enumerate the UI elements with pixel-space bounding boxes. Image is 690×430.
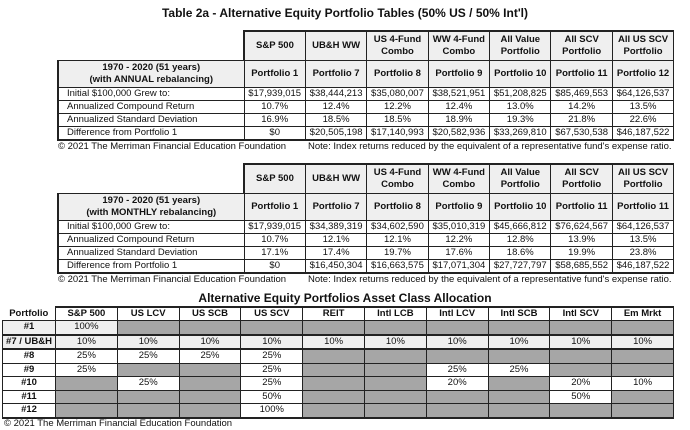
value-cell: $17,939,015 bbox=[244, 221, 305, 234]
allocation-cell bbox=[364, 363, 426, 377]
value-cell: $64,126,537 bbox=[612, 221, 673, 234]
column-header: WW 4-Fund Combo bbox=[428, 164, 489, 194]
value-cell: 19.7% bbox=[367, 247, 428, 260]
allocation-cell bbox=[550, 404, 612, 418]
allocation-cell: 50% bbox=[241, 390, 303, 404]
value-cell: 12.1% bbox=[367, 234, 428, 247]
allocation-cell bbox=[364, 321, 426, 335]
allocation-cell bbox=[612, 363, 674, 377]
allocation-row bbox=[3, 335, 674, 350]
allocation-cell bbox=[179, 404, 241, 418]
period-label bbox=[58, 61, 244, 88]
allocation-cell: 10% bbox=[612, 335, 674, 350]
allocation-cell bbox=[117, 390, 179, 404]
allocation-row bbox=[3, 349, 674, 363]
column-header: All SCV Portfolio bbox=[551, 31, 612, 61]
row-label: Initial $100,000 Grew to: bbox=[58, 88, 244, 101]
allocation-cell bbox=[612, 349, 674, 363]
table-row bbox=[58, 114, 674, 127]
blank-cell bbox=[58, 31, 244, 61]
allocation-cell bbox=[364, 390, 426, 404]
value-cell: $46,187,522 bbox=[612, 260, 673, 274]
column-header: Portfolio bbox=[3, 307, 56, 321]
allocation-cell bbox=[488, 377, 550, 391]
allocation-cell: 25% bbox=[117, 349, 179, 363]
allocation-table bbox=[2, 306, 674, 419]
table-row bbox=[58, 260, 674, 274]
portfolio-label: Portfolio 7 bbox=[305, 194, 366, 221]
value-cell: $35,010,319 bbox=[428, 221, 489, 234]
value-cell: 19.3% bbox=[490, 114, 551, 127]
allocation-cell bbox=[612, 390, 674, 404]
table-row bbox=[58, 127, 674, 141]
value-cell: 18.5% bbox=[367, 114, 428, 127]
blank-cell bbox=[58, 164, 244, 194]
value-cell: 13.9% bbox=[551, 234, 612, 247]
header-row bbox=[3, 307, 674, 321]
rebalancing: (with MONTHLY rebalancing) bbox=[86, 207, 217, 218]
value-cell: 12.4% bbox=[428, 101, 489, 114]
value-cell: $76,624,567 bbox=[551, 221, 612, 234]
portfolio-label: Portfolio 11 bbox=[551, 61, 612, 88]
value-cell: 12.4% bbox=[305, 101, 366, 114]
column-header: US 4-Fund Combo bbox=[367, 31, 428, 61]
allocation-cell bbox=[364, 377, 426, 391]
table-row bbox=[58, 234, 674, 247]
value-cell: 13.0% bbox=[490, 101, 551, 114]
column-header: UB&H WW bbox=[305, 164, 366, 194]
expense-note: Note: Index returns reduced by the equivalent of a representative fund's expense ratio. bbox=[308, 274, 672, 285]
value-cell: 13.5% bbox=[612, 234, 673, 247]
value-cell: 12.8% bbox=[490, 234, 551, 247]
allocation-cell: 100% bbox=[56, 321, 118, 335]
copyright: © 2021 The Merriman Financial Education Foundation bbox=[58, 274, 287, 285]
column-header: All SCV Portfolio bbox=[551, 164, 612, 194]
value-cell: 22.6% bbox=[612, 114, 673, 127]
annual-rebalancing-table bbox=[57, 30, 674, 141]
portfolio-label: Portfolio 10 bbox=[490, 61, 551, 88]
allocation-cell bbox=[179, 363, 241, 377]
allocation-cell: 20% bbox=[426, 377, 488, 391]
allocation-cell bbox=[179, 321, 241, 335]
allocation-cell: 25% bbox=[241, 349, 303, 363]
column-header: Intl SCB bbox=[488, 307, 550, 321]
column-header: Intl SCV bbox=[550, 307, 612, 321]
portfolio-row bbox=[58, 61, 674, 88]
value-cell: 21.8% bbox=[551, 114, 612, 127]
row-label: #12 bbox=[3, 404, 56, 418]
value-cell: $16,450,304 bbox=[305, 260, 366, 274]
allocation-cell: 10% bbox=[364, 335, 426, 350]
allocation-cell bbox=[426, 349, 488, 363]
portfolio-label: Portfolio 8 bbox=[367, 194, 428, 221]
portfolio-label: Portfolio 9 bbox=[428, 61, 489, 88]
value-cell: $64,126,537 bbox=[612, 88, 673, 101]
value-cell: 17.4% bbox=[305, 247, 366, 260]
table-row bbox=[58, 247, 674, 260]
allocation-cell bbox=[550, 321, 612, 335]
allocation-cell bbox=[612, 404, 674, 418]
row-label: #1 bbox=[3, 321, 56, 335]
column-header: Intl LCV bbox=[426, 307, 488, 321]
allocation-cell bbox=[426, 404, 488, 418]
row-label: #10 bbox=[3, 377, 56, 391]
column-header: All US SCV Portfolio bbox=[612, 31, 673, 61]
allocation-cell bbox=[426, 390, 488, 404]
allocation-cell bbox=[303, 404, 365, 418]
value-cell: $16,663,575 bbox=[367, 260, 428, 274]
allocation-cell: 25% bbox=[56, 363, 118, 377]
column-header: US LCV bbox=[117, 307, 179, 321]
header-row bbox=[58, 164, 674, 194]
value-cell: $46,187,522 bbox=[612, 127, 673, 141]
table-row bbox=[58, 101, 674, 114]
allocation-cell: 25% bbox=[241, 363, 303, 377]
value-cell: $34,389,319 bbox=[305, 221, 366, 234]
value-cell: $58,685,552 bbox=[551, 260, 612, 274]
expense-note: Note: Index returns reduced by the equivalent of a representative fund's expense ratio. bbox=[308, 141, 672, 152]
column-header: UB&H WW bbox=[305, 31, 366, 61]
value-cell: $20,582,936 bbox=[428, 127, 489, 141]
header-row bbox=[58, 31, 674, 61]
allocation-cell: 10% bbox=[179, 335, 241, 350]
allocation-cell: 25% bbox=[426, 363, 488, 377]
value-cell: 14.2% bbox=[551, 101, 612, 114]
allocation-cell bbox=[488, 404, 550, 418]
value-cell: $17,140,993 bbox=[367, 127, 428, 141]
value-cell: $27,727,797 bbox=[490, 260, 551, 274]
value-cell: $33,269,810 bbox=[490, 127, 551, 141]
copyright: © 2021 The Merriman Financial Education Foundation bbox=[58, 141, 287, 152]
allocation-cell: 10% bbox=[550, 335, 612, 350]
value-cell: $51,208,825 bbox=[490, 88, 551, 101]
value-cell: 17.6% bbox=[428, 247, 489, 260]
allocation-cell bbox=[303, 349, 365, 363]
value-cell: $35,080,007 bbox=[367, 88, 428, 101]
allocation-cell bbox=[488, 321, 550, 335]
portfolio-label: Portfolio 11 bbox=[612, 194, 673, 221]
allocation-cell: 10% bbox=[117, 335, 179, 350]
allocation-cell bbox=[364, 349, 426, 363]
allocation-cell: 25% bbox=[117, 377, 179, 391]
allocation-cell: 25% bbox=[56, 349, 118, 363]
table-row bbox=[58, 88, 674, 101]
row-label: Initial $100,000 Grew to: bbox=[58, 221, 244, 234]
allocation-cell bbox=[550, 363, 612, 377]
value-cell: 10.7% bbox=[244, 234, 305, 247]
allocation-cell: 10% bbox=[303, 335, 365, 350]
value-cell: 12.2% bbox=[367, 101, 428, 114]
portfolio-label: Portfolio 11 bbox=[551, 194, 612, 221]
table-row bbox=[58, 221, 674, 234]
value-cell: $67,530,538 bbox=[551, 127, 612, 141]
value-cell: $38,521,951 bbox=[428, 88, 489, 101]
allocation-cell bbox=[117, 321, 179, 335]
allocation-cell bbox=[241, 321, 303, 335]
value-cell: $34,602,590 bbox=[367, 221, 428, 234]
value-cell: $20,505,198 bbox=[305, 127, 366, 141]
allocation-cell bbox=[488, 390, 550, 404]
row-label: Difference from Portfolio 1 bbox=[58, 127, 244, 141]
value-cell: 18.6% bbox=[490, 247, 551, 260]
copyright: © 2021 The Merriman Financial Education Foundation bbox=[4, 418, 233, 429]
row-label: Annualized Compound Return bbox=[58, 234, 244, 247]
value-cell: 17.1% bbox=[244, 247, 305, 260]
row-label: Annualized Standard Deviation bbox=[58, 247, 244, 260]
period: 1970 - 2020 (51 years) bbox=[102, 62, 201, 73]
value-cell: 23.8% bbox=[612, 247, 673, 260]
period-label bbox=[58, 194, 244, 221]
allocation-cell: 50% bbox=[550, 390, 612, 404]
allocation-cell bbox=[56, 390, 118, 404]
period: 1970 - 2020 (51 years) bbox=[102, 195, 201, 206]
allocation-cell bbox=[117, 404, 179, 418]
allocation-cell: 10% bbox=[612, 377, 674, 391]
column-header: S&P 500 bbox=[244, 31, 305, 61]
column-header: All Value Portfolio bbox=[490, 31, 551, 61]
allocation-row bbox=[3, 390, 674, 404]
allocation-row bbox=[3, 321, 674, 335]
allocation-cell: 10% bbox=[488, 335, 550, 350]
rebalancing: (with ANNUAL rebalancing) bbox=[89, 74, 213, 85]
allocation-cell bbox=[550, 349, 612, 363]
allocation-cell bbox=[303, 390, 365, 404]
portfolio-label: Portfolio 7 bbox=[305, 61, 366, 88]
value-cell: 10.7% bbox=[244, 101, 305, 114]
column-header: Em Mrkt bbox=[612, 307, 674, 321]
portfolio-label: Portfolio 12 bbox=[612, 61, 673, 88]
value-cell: $0 bbox=[244, 127, 305, 141]
value-cell: $38,444,213 bbox=[305, 88, 366, 101]
column-header: S&P 500 bbox=[56, 307, 118, 321]
portfolio-label: Portfolio 8 bbox=[367, 61, 428, 88]
allocation-cell bbox=[303, 321, 365, 335]
column-header: Intl LCB bbox=[364, 307, 426, 321]
value-cell: $17,939,015 bbox=[244, 88, 305, 101]
allocation-cell bbox=[303, 363, 365, 377]
portfolio-label: Portfolio 1 bbox=[244, 194, 305, 221]
allocation-title: Alternative Equity Portfolios Asset Class Allocation bbox=[198, 291, 492, 305]
monthly-rebalancing-table bbox=[57, 163, 674, 274]
allocation-cell: 10% bbox=[56, 335, 118, 350]
allocation-cell bbox=[426, 321, 488, 335]
column-header: WW 4-Fund Combo bbox=[428, 31, 489, 61]
allocation-cell bbox=[117, 363, 179, 377]
column-header: REIT bbox=[303, 307, 365, 321]
column-header: US SCB bbox=[179, 307, 241, 321]
allocation-row bbox=[3, 377, 674, 391]
allocation-cell: 25% bbox=[488, 363, 550, 377]
value-cell: 12.1% bbox=[305, 234, 366, 247]
row-label: #9 bbox=[3, 363, 56, 377]
portfolio-label: Portfolio 10 bbox=[490, 194, 551, 221]
allocation-cell: 100% bbox=[241, 404, 303, 418]
value-cell: 16.9% bbox=[244, 114, 305, 127]
column-header: US 4-Fund Combo bbox=[367, 164, 428, 194]
allocation-cell bbox=[364, 404, 426, 418]
value-cell: $85,469,553 bbox=[551, 88, 612, 101]
portfolio-row bbox=[58, 194, 674, 221]
row-label: Difference from Portfolio 1 bbox=[58, 260, 244, 274]
allocation-cell: 10% bbox=[241, 335, 303, 350]
column-header: All Value Portfolio bbox=[490, 164, 551, 194]
allocation-cell: 10% bbox=[426, 335, 488, 350]
allocation-cell bbox=[56, 404, 118, 418]
portfolio-label: Portfolio 1 bbox=[244, 61, 305, 88]
row-label: Annualized Compound Return bbox=[58, 101, 244, 114]
row-label: #8 bbox=[3, 349, 56, 363]
column-header: US SCV bbox=[241, 307, 303, 321]
row-label: #11 bbox=[3, 390, 56, 404]
allocation-cell bbox=[179, 377, 241, 391]
row-label: #7 / UB&H bbox=[3, 335, 56, 350]
allocation-row bbox=[3, 404, 674, 418]
allocation-cell: 25% bbox=[241, 377, 303, 391]
allocation-cell bbox=[56, 377, 118, 391]
value-cell: 12.2% bbox=[428, 234, 489, 247]
row-label: Annualized Standard Deviation bbox=[58, 114, 244, 127]
allocation-cell: 20% bbox=[550, 377, 612, 391]
allocation-row bbox=[3, 363, 674, 377]
value-cell: $17,071,304 bbox=[428, 260, 489, 274]
column-header: S&P 500 bbox=[244, 164, 305, 194]
value-cell: 18.5% bbox=[305, 114, 366, 127]
value-cell: 18.9% bbox=[428, 114, 489, 127]
value-cell: 13.5% bbox=[612, 101, 673, 114]
value-cell: 19.9% bbox=[551, 247, 612, 260]
allocation-cell bbox=[303, 377, 365, 391]
allocation-cell: 25% bbox=[179, 349, 241, 363]
allocation-cell bbox=[612, 321, 674, 335]
value-cell: $45,666,812 bbox=[490, 221, 551, 234]
value-cell: $0 bbox=[244, 260, 305, 274]
allocation-cell bbox=[179, 390, 241, 404]
allocation-cell bbox=[488, 349, 550, 363]
portfolio-label: Portfolio 9 bbox=[428, 194, 489, 221]
page-title: Table 2a - Alternative Equity Portfolio Tables (50% US / 50% Int'l) bbox=[161, 6, 529, 20]
column-header: All US SCV Portfolio bbox=[612, 164, 673, 194]
